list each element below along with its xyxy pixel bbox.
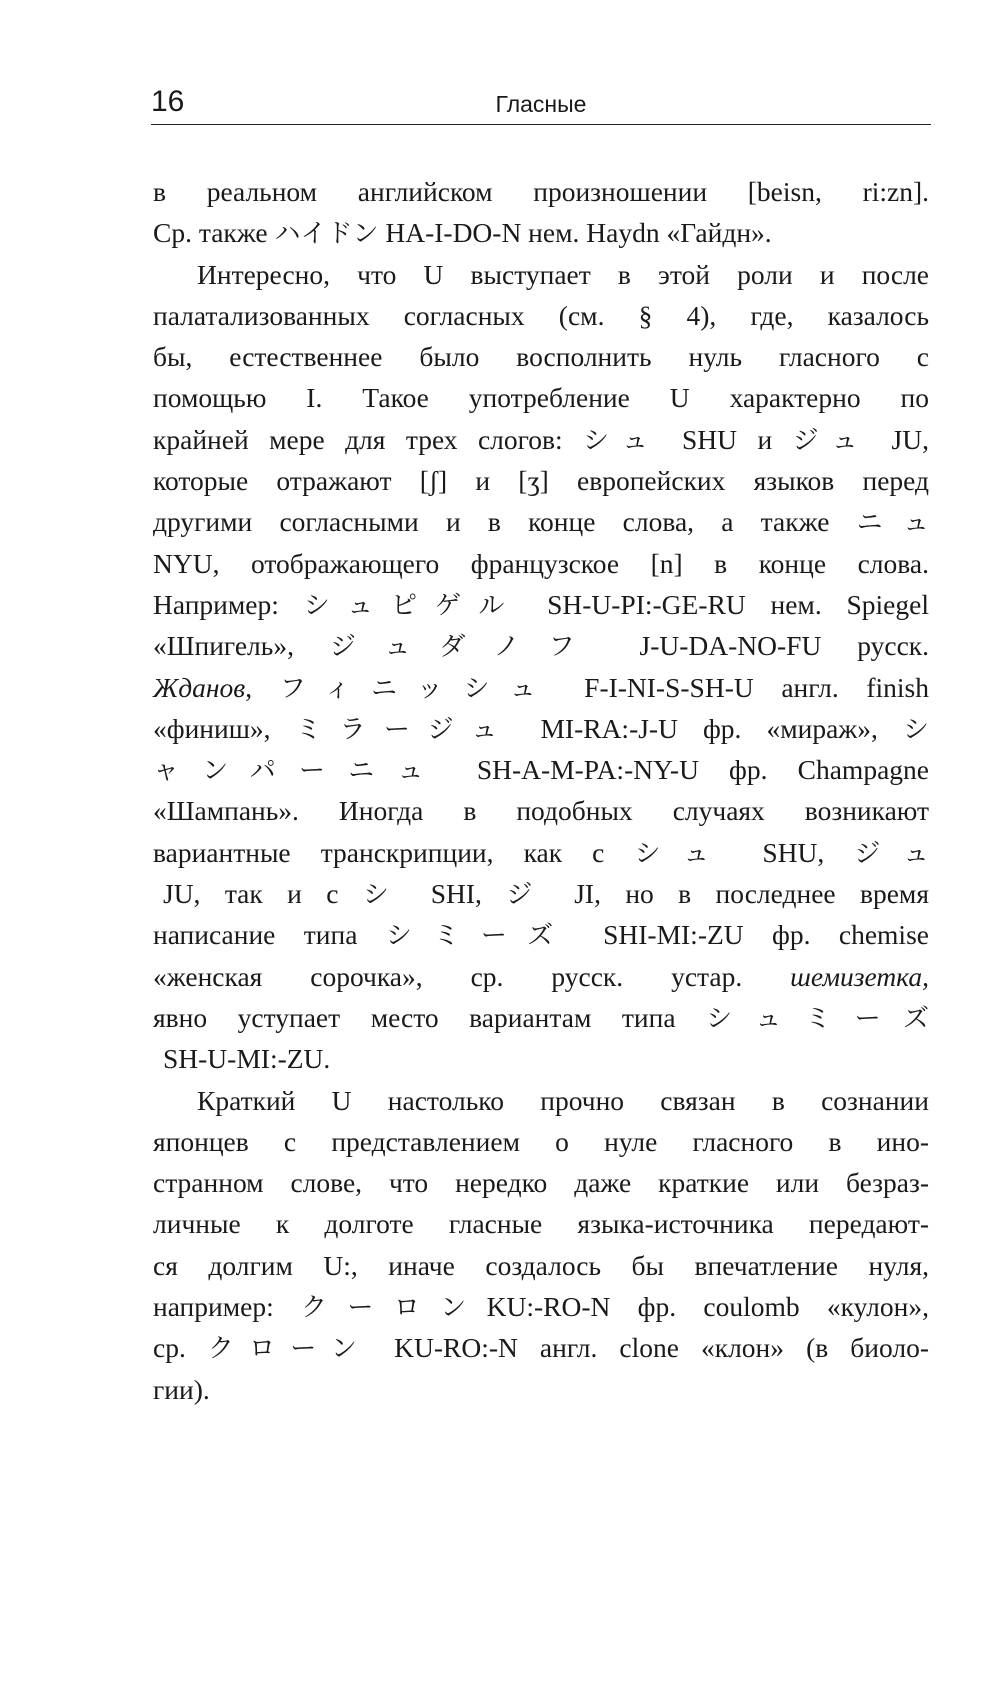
header-rule [151, 124, 931, 125]
katakana-word: ミラージュ [295, 714, 516, 745]
text-segment: например: [153, 1291, 302, 1323]
body-text [153, 171, 929, 1410]
page-header [151, 82, 931, 122]
text-line [153, 584, 929, 625]
text-line [153, 460, 929, 501]
text-segment: , [245, 671, 280, 703]
katakana-word: ニュ [856, 508, 929, 539]
text-segment: вариантные транскрипции, как с [153, 836, 635, 868]
katakana-word: ジ [506, 880, 550, 911]
text-segment: крайней мере для трех слогов: [153, 423, 584, 455]
text-segment: которые отражают [ʃ] и [ʒ] европейских языков перед [153, 465, 929, 497]
text-segment: «женская сорочка», ср. русск. устар. [153, 960, 791, 992]
italic-word: шемизетка, [790, 960, 929, 992]
katakana-word: ジュ [854, 838, 930, 869]
text-segment: «Шпигель», [153, 630, 330, 662]
text-segment: MI-RA:-J-U фр. «мираж», [515, 712, 903, 744]
italic-word: Жданов [153, 671, 246, 703]
text-line [153, 543, 929, 584]
text-line [153, 171, 929, 212]
page-number: 16 [151, 85, 185, 118]
text-line [153, 708, 929, 749]
katakana-word: フィニッシュ [279, 673, 557, 704]
katakana-word: クローン [207, 1334, 373, 1365]
text-segment: KU-RO:-N англ. clone «клон» (в биоло- [372, 1332, 929, 1364]
text-segment: HA-I-DO-N нем. Haydn «Гайдн». [378, 217, 772, 249]
katakana-word: シュ [634, 838, 733, 869]
text-line [153, 1327, 929, 1368]
text-line [153, 1038, 929, 1079]
text-line [153, 212, 929, 253]
text-segment: Краткий U настолько прочно связан в сознании [197, 1084, 929, 1116]
text-line [153, 956, 929, 997]
text-line [153, 667, 929, 708]
text-line [153, 295, 929, 336]
text-segment: Например: [153, 588, 304, 620]
text-line [153, 377, 929, 418]
text-segment: J-U-DA-NO-FU русск. [603, 630, 930, 662]
text-segment: японцев с представлением о нуле гласного в ино- [153, 1125, 929, 1157]
text-line [153, 1245, 929, 1286]
text-segment: ср. [153, 1332, 208, 1364]
text-segment: SH-U-PI:-GE-RU нем. Spiegel [522, 588, 929, 620]
text-line [153, 914, 929, 955]
text-segment: SH-A-M-PA:-NY-U фр. Champagne [446, 754, 929, 786]
text-segment: JU, [871, 423, 929, 455]
katakana-word: シュピゲル [303, 590, 523, 621]
text-line [153, 1121, 929, 1162]
katakana-word: ャンパーニュ [153, 756, 447, 787]
text-segment: SHI, [406, 878, 507, 910]
text-segment: ся долгим U:, иначе создалось бы впечатление нуля, [153, 1249, 929, 1281]
text-segment: «финиш», [153, 712, 296, 744]
text-line [153, 501, 929, 542]
text-segment: JU, так и с [163, 878, 363, 910]
text-line [153, 873, 929, 914]
text-segment: странном слове, что нередко даже краткие или безраз- [153, 1167, 929, 1199]
text-segment: KU:-RO-N фр. coulomb «кулон», [486, 1291, 929, 1323]
text-segment: другими согласными и в конце слова, а также [153, 506, 857, 538]
text-segment: Интересно, что U выступает в этой роли и после [197, 258, 929, 290]
text-segment: в реальном английском произношении [beisn, ri:zn]. [153, 176, 929, 207]
katakana-word: シ [362, 880, 407, 911]
text-segment: палатализованных согласных (см. § 4), где, казалось [153, 299, 929, 331]
text-line [153, 1080, 929, 1121]
katakana-word: ハイドン [274, 219, 379, 250]
text-line [153, 254, 929, 295]
text-line [153, 790, 929, 831]
text-line [153, 1369, 929, 1410]
text-segment: «Шампань». Иногда в подобных случаях возникают [153, 795, 929, 827]
katakana-word: ジュダノフ [329, 632, 604, 663]
text-segment: написание типа [153, 919, 386, 951]
text-segment: SHU и [661, 423, 793, 455]
text-line [153, 336, 929, 377]
katakana-word: シュミーズ [706, 1003, 929, 1034]
text-segment: SHU, [732, 836, 855, 868]
text-segment: помощью I. Такое употребление U характерно по [153, 382, 929, 414]
text-line [153, 1286, 929, 1327]
text-segment: бы, естественнее было восполнить нуль гласного с [153, 341, 929, 373]
text-line [153, 749, 929, 790]
katakana-word: シュ [583, 425, 662, 456]
katakana-word: ジュ [792, 425, 872, 456]
text-line [153, 419, 929, 460]
text-segment: Ср. также [153, 217, 275, 249]
text-line [153, 1162, 929, 1203]
text-segment: явно уступает место вариантам типа [153, 1001, 707, 1033]
text-line [153, 1203, 929, 1244]
text-line [153, 625, 929, 666]
text-line [153, 997, 929, 1038]
text-segment: гии). [153, 1373, 210, 1405]
katakana-word: シミーズ [385, 921, 575, 952]
katakana-word: クーロン [301, 1293, 487, 1324]
text-segment: F-I-NI-S-SH-U англ. finish [556, 671, 930, 703]
text-segment: личные к долготе гласные языка-источника передают- [153, 1208, 929, 1240]
text-segment: SHI-MI:-ZU фр. chemise [574, 919, 929, 951]
text-segment: NYU, отображающего французское [n] в конце слова. [153, 547, 929, 579]
running-title: Гласные [495, 91, 587, 117]
text-segment: JI, но в последнее время [549, 878, 929, 910]
text-line [153, 832, 929, 873]
text-segment: SH-U-MI:-ZU. [163, 1043, 331, 1075]
katakana-word: シ [902, 714, 929, 745]
